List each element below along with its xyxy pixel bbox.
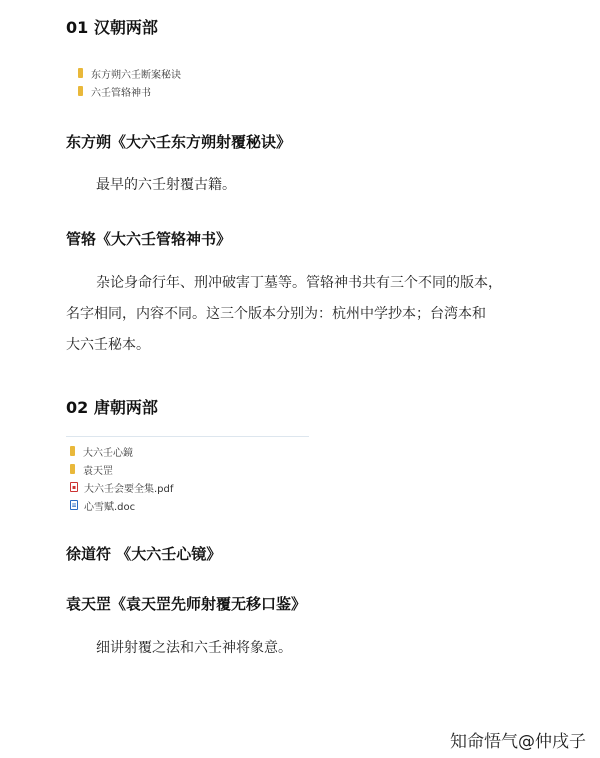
- watermark-text: 知命悟气@仲戌子: [450, 732, 586, 752]
- file-item[interactable]: [70, 496, 173, 514]
- book-title: 东方朔《大六壬东方朔射覆秘诀》: [66, 133, 292, 151]
- file-name: 大六壬心鏡: [83, 447, 133, 459]
- folder-icon: [78, 86, 83, 96]
- file-name: 袁天罡: [83, 465, 113, 477]
- book-description: 最早的六壬射覆古籍。: [96, 177, 236, 193]
- section-heading: 02 唐朝两部: [66, 398, 158, 417]
- file-name: 大六壬会要全集.pdf: [84, 483, 174, 495]
- book-description: 细讲射覆之法和六壬神将象意。: [96, 640, 292, 656]
- file-name: 六壬管辂神书: [91, 87, 151, 99]
- paragraph-line: 名字相同，内容不同。这三个版本分别为：杭州中学抄本；台湾本和: [66, 306, 486, 322]
- section-heading: 01 汉朝两部: [66, 18, 158, 37]
- folder-icon: [78, 68, 83, 78]
- file-name: 心雪赋.doc: [84, 501, 136, 513]
- file-item[interactable]: [70, 478, 173, 496]
- book-title: 徐道符 《大六壬心镜》: [66, 545, 222, 563]
- file-item[interactable]: [70, 442, 173, 460]
- paragraph-line: 大六壬秘本。: [66, 337, 150, 353]
- book-description: [0, 268, 502, 361]
- doc-file-icon: ≡: [71, 501, 77, 509]
- folder-icon: [70, 464, 75, 474]
- file-item[interactable]: [70, 460, 173, 478]
- file-name: 东方朔六壬断案秘诀: [91, 69, 181, 81]
- book-title: 袁天罡《袁天罡先师射覆无移口鉴》: [66, 595, 307, 613]
- divider: [66, 436, 309, 437]
- folder-icon: [70, 446, 75, 456]
- file-list: [78, 64, 181, 100]
- file-item[interactable]: [78, 64, 181, 82]
- file-item[interactable]: [78, 82, 181, 100]
- book-title: 管辂《大六壬管辂神书》: [66, 230, 232, 248]
- pdf-file-icon: ▪: [71, 483, 77, 491]
- file-list: [70, 442, 173, 514]
- paragraph-line: 杂论身命行年、刑冲破害丁墓等。管辂神书共有三个不同的版本，: [96, 275, 502, 291]
